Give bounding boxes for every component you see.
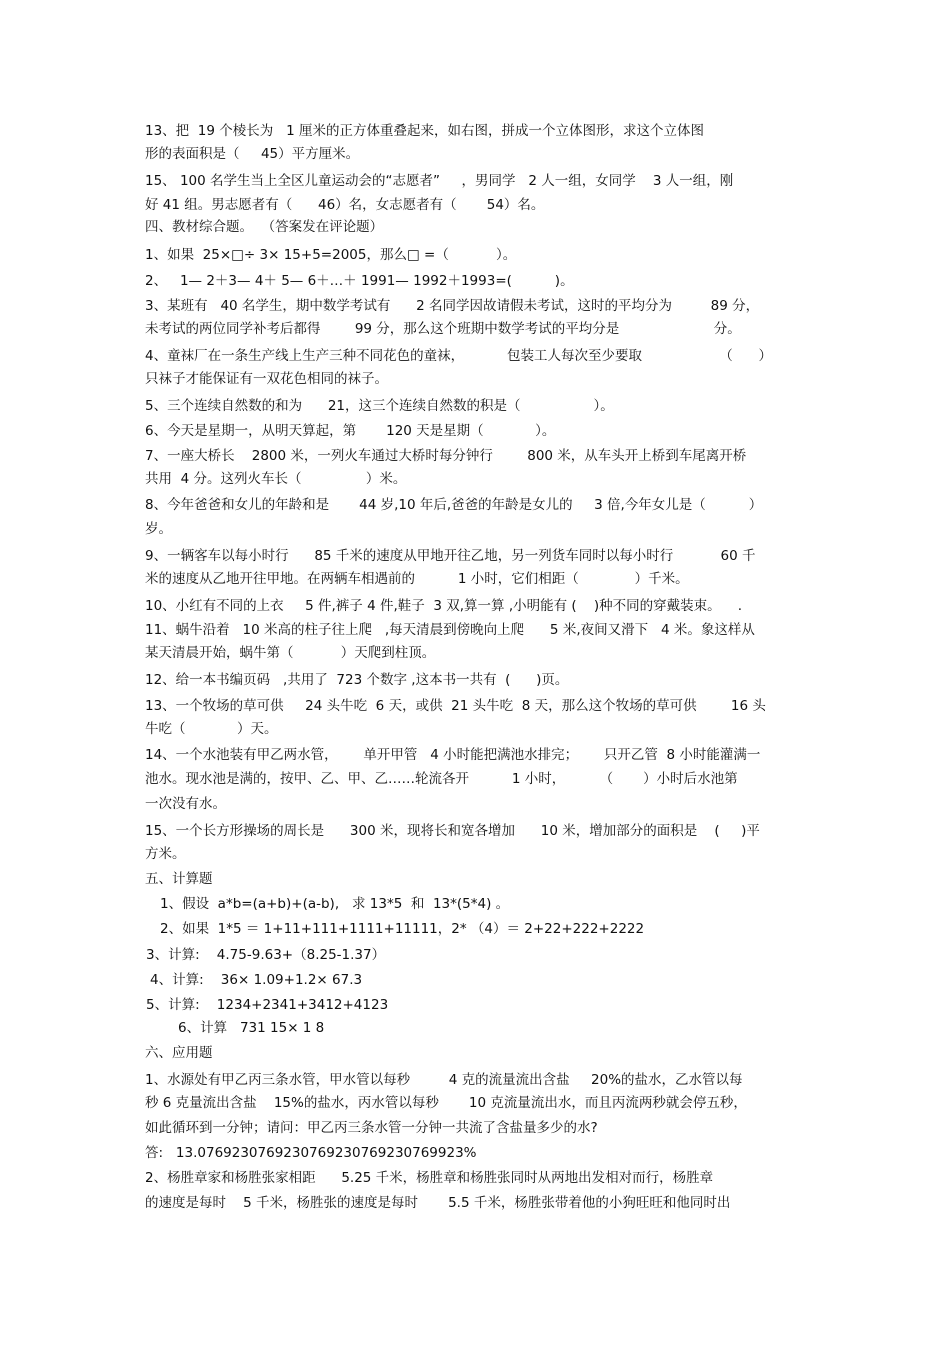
s5-problem-2: 2、如果 1*5 ＝ 1+11+111+1111+11111，2* （4）＝ 2+22+222+2222	[160, 921, 645, 937]
s4-problem-1: 1、如果 25×□÷ 3× 15+5=2005，那么□ =（ ）。	[145, 247, 517, 263]
s4-problem-6: 6、今天是星期一，从明天算起，第 120 天是星期（ ）。	[145, 423, 556, 439]
s4-problem-9-line-2: 米的速度从乙地开往甲地。在两辆车相遇前的 1 小时，它们相距（ ）千米。	[145, 571, 689, 587]
section-4-heading: 四、教材综合题。 （答案发在评论题）	[145, 219, 384, 235]
s4-problem-14-line-2: 池水。现水池是满的，按甲、乙、甲、乙……轮流各开 1 小时， （ ）小时后水池第	[145, 771, 738, 787]
s6-problem-1-line-1: 1、水源处有甲乙丙三条水管，甲水管以每秒 4 克的流量流出含盐 20%的盐水，乙水管以每	[145, 1072, 743, 1088]
s4-problem-4-line-2: 只袜子才能保证有一双花色相同的袜子。	[145, 371, 388, 387]
section-5-heading: 五、计算题	[145, 871, 213, 887]
s4-problem-9-line-1: 9、一辆客车以每小时行 85 千米的速度从甲地开往乙地，另一列货车同时以每小时行 60 千	[145, 548, 756, 564]
s4-problem-11-line-2: 某天清晨开始，蜗牛第（ ）天爬到柱顶。	[145, 645, 436, 661]
s4-problem-15-line-2: 方米。	[145, 846, 186, 862]
s5-problem-3: 3、计算: 4.75-9.63+（8.25-1.37）	[146, 947, 386, 963]
section-6-heading: 六、应用题	[145, 1045, 213, 1061]
s4-problem-12: 12、给一本书编页码 ,共用了 723 个数字 ,这本书一共有 ( )页。	[145, 672, 569, 688]
s4-problem-5: 5、三个连续自然数的和为 21，这三个连续自然数的积是（ ）。	[145, 398, 614, 414]
s4-problem-15-line-1: 15、一个长方形操场的周长是 300 米，现将长和宽各增加 10 米，增加部分的面积是 ( )平	[145, 823, 760, 839]
s5-problem-1: 1、假设 a*b=(a+b)+(a-b), 求 13*5 和 13*(5*4) 。	[160, 896, 510, 912]
problem-15-line-2: 好 41 组。男志愿者有（ 46）名，女志愿者有（ 54）名。	[145, 197, 545, 213]
s6-problem-1-line-2: 秒 6 克量流出含盐 15%的盐水，丙水管以每秒 10 克流量流出水，而且丙流两秒就会停五秒，	[145, 1095, 747, 1111]
s4-problem-4-line-1: 4、童袜厂在一条生产线上生产三种不同花色的童袜， 包装工人每次至少要取 （ ）	[145, 348, 772, 364]
s4-problem-14-line-3: 一次没有水。	[145, 796, 226, 812]
s4-problem-13-line-1: 13、一个牧场的草可供 24 头牛吃 6 天，或供 21 头牛吃 8 天，那么这个牧场的草可供 16 头	[145, 698, 766, 714]
s4-problem-3-line-2: 未考试的两位同学补考后都得 99 分，那么这个班期中数学考试的平均分是 分。	[145, 321, 741, 337]
s4-problem-7-line-2: 共用 4 分。这列火车长（ ）米。	[145, 471, 407, 487]
s6-problem-1-answer: 答: 13.0769230769230769230769230769923%	[145, 1145, 477, 1161]
s6-problem-2-line-1: 2、杨胜章家和杨胜张家相距 5.25 千米，杨胜章和杨胜张同时从两地出发相对而行，杨胜章	[145, 1170, 714, 1186]
s4-problem-14-line-1: 14、一个水池装有甲乙两水管， 单开甲管 4 小时能把满池水排完； 只开乙管 8 小时能灌满一	[145, 747, 761, 763]
s4-problem-13-line-2: 牛吃（ ）天。	[145, 721, 278, 737]
s4-problem-10: 10、小红有不同的上衣 5 件,裤子 4 件,鞋子 3 双,算一算 ,小明能有 ( )种不同的穿戴装束。 .	[145, 598, 743, 614]
problem-13-line-2: 形的表面积是（ 45）平方厘米。	[145, 146, 360, 162]
problem-15-line-1: 15、 100 名学生当上全区儿童运动会的“志愿者” ，男同学 2 人一组，女同学 3 人一组，刚	[145, 173, 734, 189]
s6-problem-2-line-2: 的速度是每时 5 千米，杨胜张的速度是每时 5.5 千米，杨胜张带着他的小狗旺旺和他同时出	[145, 1195, 731, 1211]
s4-problem-7-line-1: 7、一座大桥长 2800 米，一列火车通过大桥时每分钟行 800 米，从车头开上桥到车尾离开桥	[145, 448, 747, 464]
s5-problem-6: 6、计算 731 15× 1 8	[178, 1020, 325, 1036]
s4-problem-8-line-2: 岁。	[145, 521, 172, 537]
s6-problem-1-line-3: 如此循环到一分钟；请问：甲乙丙三条水管一分钟一共流了含盐量多少的水?	[145, 1120, 598, 1136]
s5-problem-5: 5、计算: 1234+2341+3412+4123	[146, 997, 389, 1013]
s5-problem-4: 4、计算: 36× 1.09+1.2× 67.3	[150, 972, 363, 988]
s4-problem-3-line-1: 3、某班有 40 名学生，期中数学考试有 2 名同学因故请假未考试，这时的平均分为 89 分，	[145, 298, 760, 314]
problem-13-line-1: 13、把 19 个棱长为 1 厘米的正方体重叠起来，如右图，拼成一个立体图形，求这个立体图	[145, 123, 704, 139]
s4-problem-2: 2、 1— 2＋3— 4＋ 5— 6＋…＋ 1991— 1992＋1993=( )。	[145, 273, 574, 289]
s4-problem-11-line-1: 11、蜗牛沿着 10 米高的柱子往上爬 ,每天清晨到傍晚向上爬 5 米,夜间又滑下 4 米。象这样从	[145, 622, 755, 638]
s4-problem-8-line-1: 8、今年爸爸和女儿的年龄和是 44 岁,10 年后,爸爸的年龄是女儿的 3 倍,今年女儿是（ ）	[145, 497, 763, 513]
